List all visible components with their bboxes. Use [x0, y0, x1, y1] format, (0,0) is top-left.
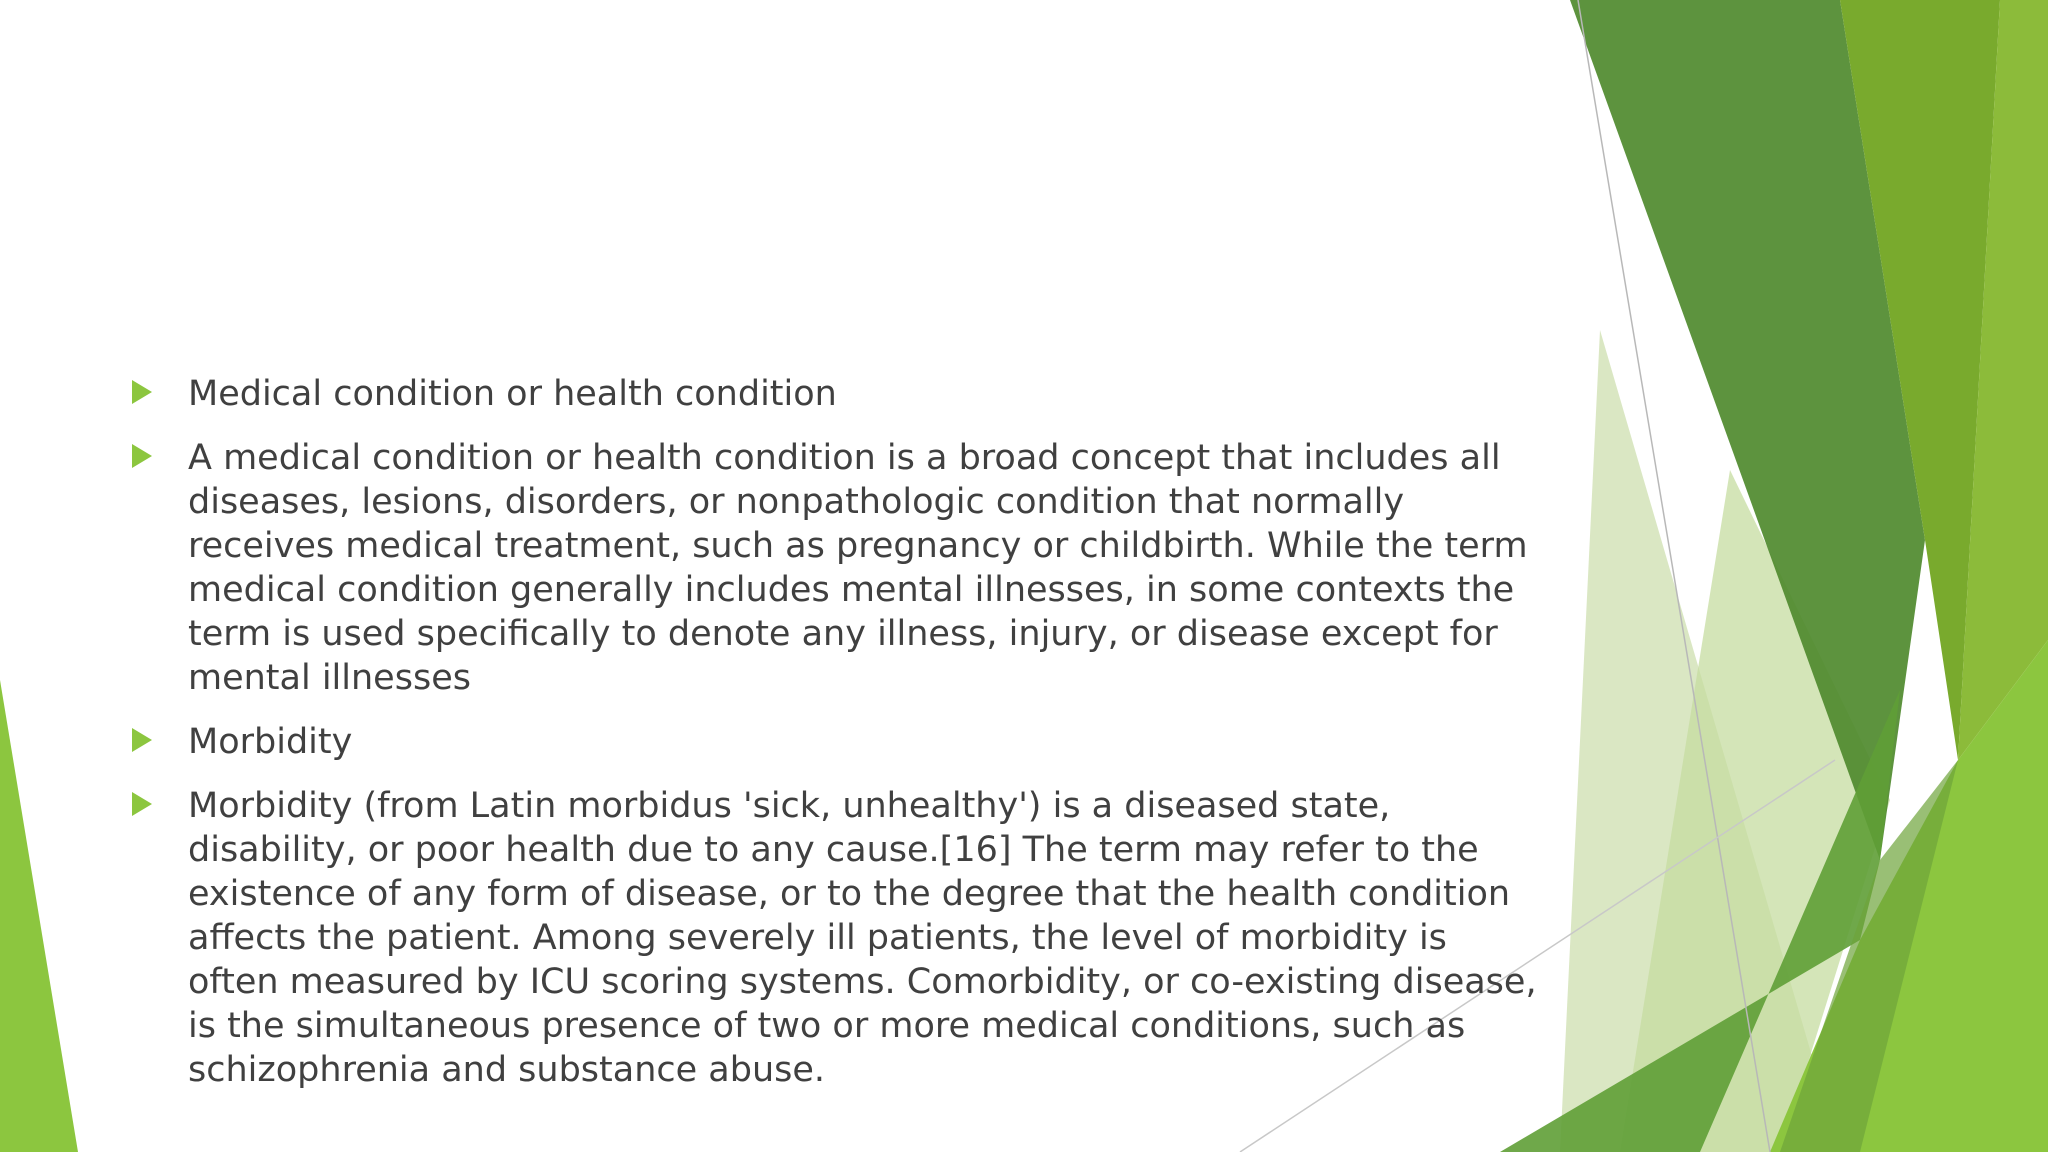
- triangle-bullet-icon: [132, 728, 152, 752]
- bullet-text: Morbidity: [188, 722, 353, 762]
- bullet-text: Medical condition or health condition: [188, 374, 837, 414]
- bullet-item-medical-condition-heading: [130, 372, 1540, 416]
- bullet-item-morbidity-heading: [130, 720, 1540, 764]
- triangle-bullet-icon: [132, 444, 152, 468]
- left-green-triangle: [0, 680, 78, 1152]
- bullet-item-medical-condition-definition: [130, 436, 1540, 700]
- bullet-list: [130, 372, 1540, 1112]
- bullet-item-morbidity-definition: [130, 784, 1540, 1092]
- triangle-bullet-icon: [132, 380, 152, 404]
- bullet-text: Morbidity (from Latin morbidus 'sick, unhealthy') is a diseased state, disability, or poor health due to any cause.[16] The term may refer to the existence of any form of disease, or to the degree that the health condition affects the patient. Among severely ill patients, the level of morbidity is often measured by ICU scoring systems. Comorbidity, or co-existing disease, is the simultaneous presence of two or more medical conditions, such as schizophrenia and substance abuse.: [188, 786, 1537, 1090]
- bullet-text: A medical condition or health condition is a broad concept that includes all diseases, lesions, disorders, or nonpathologic condition that normally receives medical treatment, such as pregnancy or childbirth. While the term medical condition generally includes mental illnesses, in some contexts the term is used specifically to denote any illness, injury, or disease except for mental illnesses: [188, 438, 1528, 698]
- triangle-bullet-icon: [132, 792, 152, 816]
